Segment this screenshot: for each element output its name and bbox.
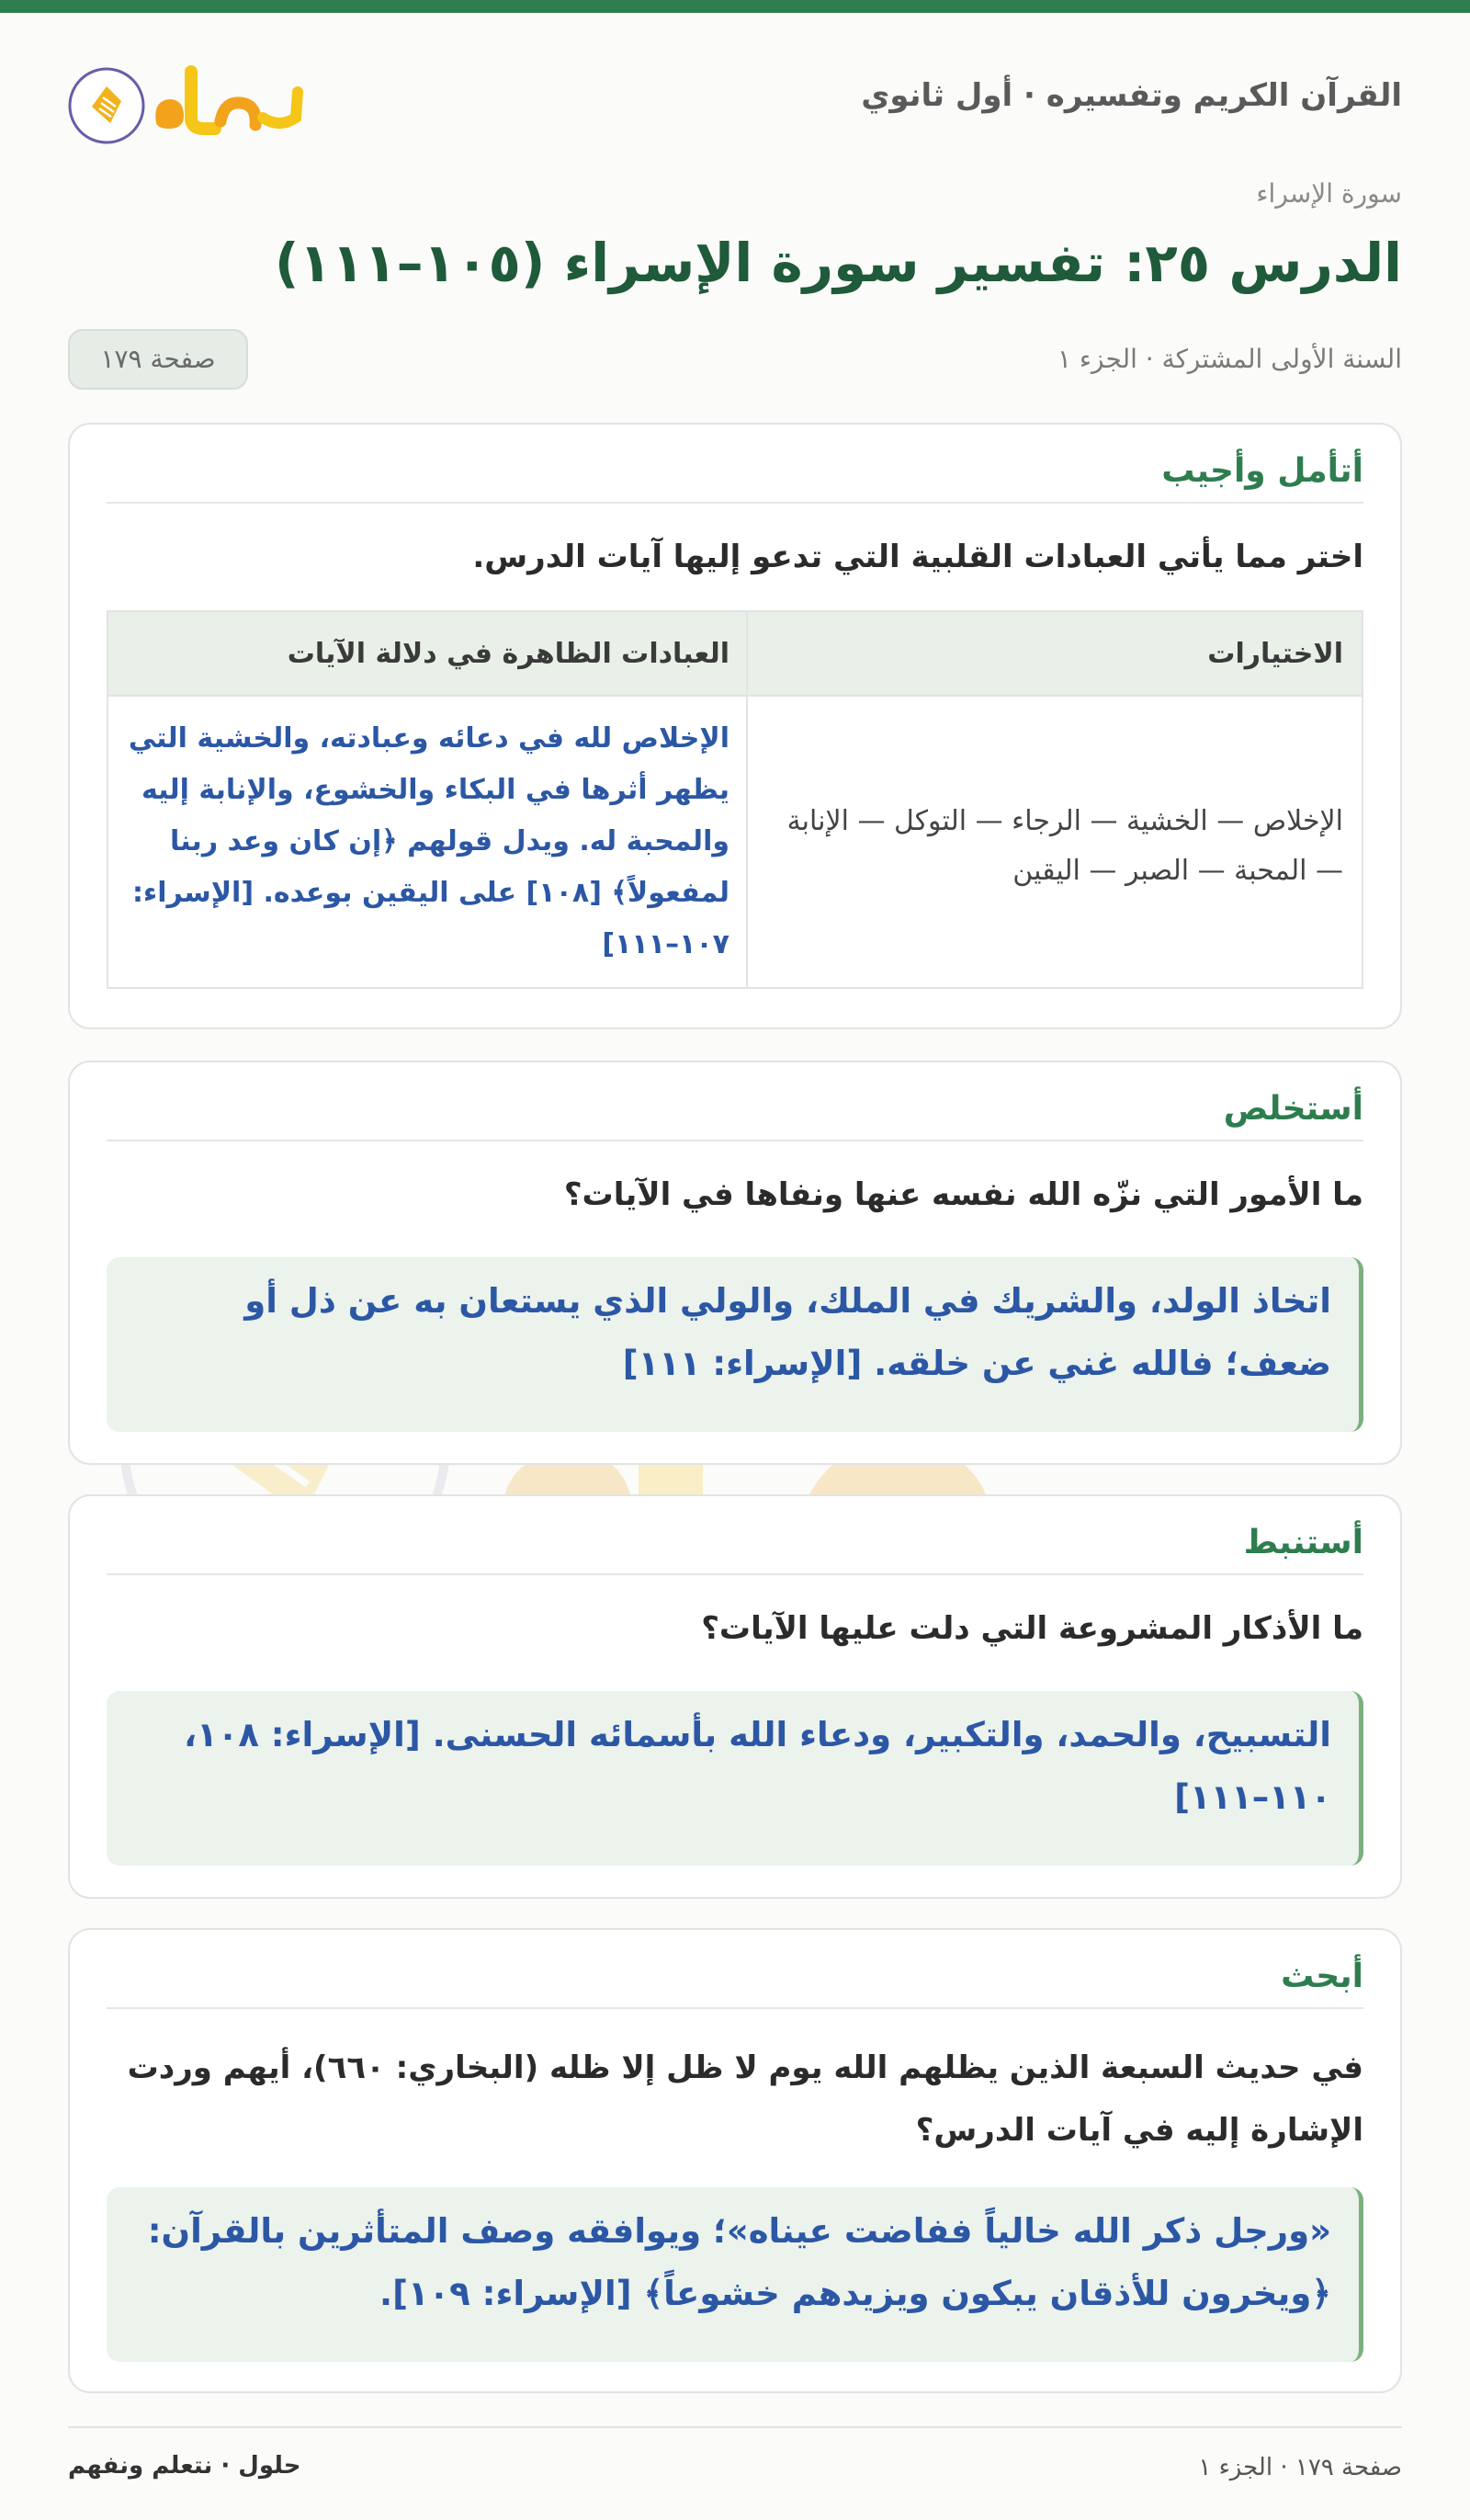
surah-name: سورة الإسراء — [1256, 178, 1402, 209]
section-title: أبحث — [107, 1958, 1363, 2009]
footer-page-info: صفحة ١٧٩ · الجزء ١ — [1198, 2454, 1402, 2481]
page-badge: صفحة ١٧٩ — [68, 329, 248, 390]
choices-table — [107, 610, 1363, 989]
section-research — [68, 1928, 1402, 2393]
answer-box: «ورجل ذكر الله خالياً ففاضت عيناه»؛ ويوافقه وصف المتأثرين بالقرآن: ﴿ويخرون للأذقان يبكون ويزيدهم خشوعاً﴾ [الإسراء: ١٠٩]. — [107, 2187, 1363, 2362]
question-text: اختر مما يأتي العبادات القلبية التي تدعو إليها آيات الدرس. — [472, 539, 1363, 575]
table-cell-choices — [774, 713, 1343, 980]
section-title: أتأمل وأجيب — [107, 452, 1363, 504]
question-text: ما الأذكار المشروعة التي دلت عليها الآيات؟ — [701, 1610, 1363, 1647]
section-title: أستخلص — [107, 1090, 1363, 1141]
top-accent-bar — [0, 0, 1470, 13]
page-header — [68, 64, 1402, 138]
footer-divider — [68, 2426, 1402, 2428]
table-header-choices: الاختيارات — [1207, 638, 1343, 670]
section-deduce — [68, 1494, 1402, 1899]
section-reflect-answer — [68, 423, 1402, 1029]
section-extract — [68, 1061, 1402, 1465]
subject-title: القرآن الكريم وتفسيره · أول ثانوي — [861, 77, 1402, 114]
table-header-answer: العبادات الظاهرة في دلالة الآيات — [287, 638, 729, 670]
answer-box: اتخاذ الولد، والشريك في الملك، والولي الذي يستعان به عن ذل أو ضعف؛ فالله غني عن خلقه. [الإسراء: ١١١] — [107, 1257, 1363, 1432]
lesson-meta: السنة الأولى المشتركة · الجزء ١ — [1057, 344, 1402, 374]
table-header — [108, 612, 1362, 697]
question-text: في حديث السبعة الذين يظلهم الله يوم لا ظل إلا ظله (البخاري: ٦٦٠)، أيهم وردت الإشارة إليه في آيات الدرس؟ — [127, 2049, 1363, 2149]
section-title: أستنبط — [107, 1524, 1363, 1575]
column-divider — [746, 612, 748, 987]
table-cell-answer: الإخلاص لله في دعائه وعبادته، والخشية التي يظهر أثرها في البكاء والخشوع، والإنابة إليه والمحبة له. ويدل قولهم ﴿إن كان وعد ربنا لمفعولاً﴾ [١٠٨] على اليقين بوعده. [الإسراء: ١٠٧–١١١] — [128, 722, 729, 960]
choices-text: الإخلاص — الخشية — الرجاء — التوكل — الإنابة — المحبة — الصبر — اليقين — [786, 805, 1343, 887]
answer-box: التسبيح، والحمد، والتكبير، ودعاء الله بأسمائه الحسنى. [الإسراء: ١٠٨، ١١٠–١١١] — [107, 1691, 1363, 1866]
logo-icon — [68, 64, 316, 147]
page-title: الدرس ٢٥: تفسير سورة الإسراء (١٠٥–١١١) — [274, 232, 1402, 294]
question-text: ما الأمور التي نزّه الله نفسه عنها ونفاها في الآيات؟ — [563, 1176, 1363, 1213]
brand-logo[interactable] — [68, 64, 316, 147]
footer-brand: حلول · نتعلم ونفهم — [68, 2452, 301, 2480]
